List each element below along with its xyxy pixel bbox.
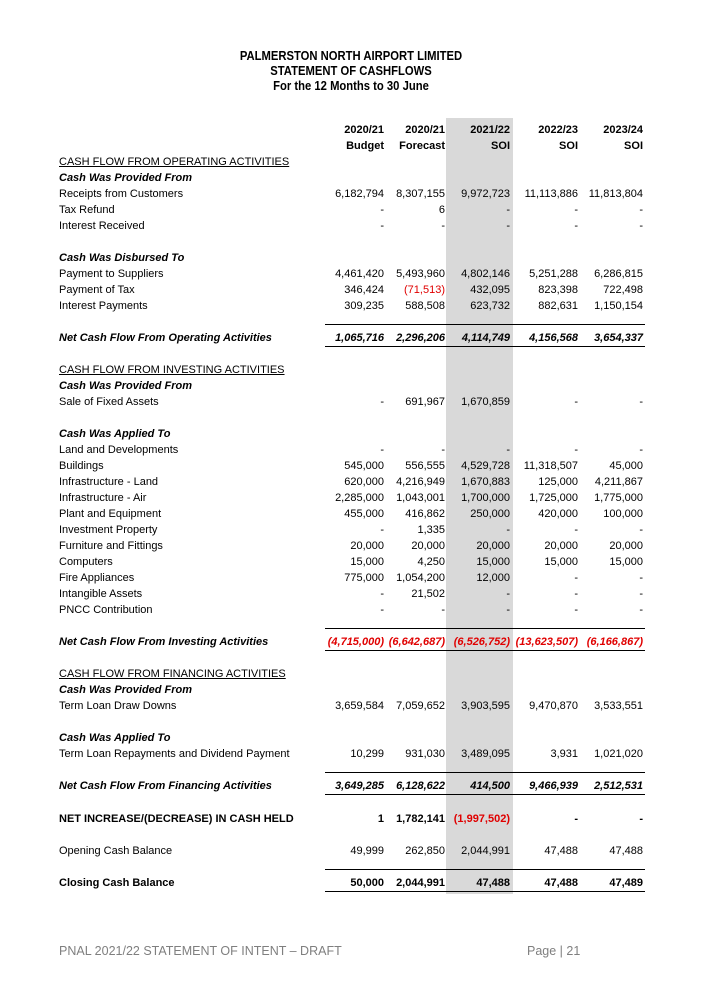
- table-row: [59, 570, 649, 586]
- cell: 4,211,867: [594, 476, 643, 488]
- cell: 11,318,507: [523, 460, 578, 472]
- table-row: [59, 282, 649, 298]
- row-label: Intangible Assets: [59, 588, 143, 600]
- cell: -: [574, 588, 578, 600]
- table-row: [59, 522, 649, 538]
- cell: -: [574, 444, 578, 456]
- table-row: [59, 458, 649, 474]
- cell: 47,488: [476, 877, 510, 889]
- statement-title-block: [35, 49, 667, 94]
- cell: 1,065,716: [335, 332, 384, 344]
- total-rule-bottom: [325, 650, 645, 651]
- cell: 2,512,531: [594, 780, 643, 792]
- row-label: Opening Cash Balance: [59, 845, 173, 857]
- column-year-header: [59, 122, 649, 138]
- section-investing: CASH FLOW FROM INVESTING ACTIVITIES: [59, 364, 285, 376]
- cell: 4,802,146: [461, 268, 510, 280]
- row-label: Buildings: [59, 460, 104, 472]
- cell: 2,044,991: [396, 877, 445, 889]
- col-type: SOI: [491, 140, 510, 152]
- table-row: [59, 442, 649, 458]
- cell: 4,250: [417, 556, 445, 568]
- cell: -: [639, 524, 643, 536]
- cell: 4,529,728: [461, 460, 510, 472]
- cell: 346,424: [344, 284, 384, 296]
- table-row: [59, 186, 649, 202]
- cell: -: [574, 204, 578, 216]
- cell: -: [639, 444, 643, 456]
- cell: 309,235: [344, 300, 384, 312]
- table-row: [59, 394, 649, 410]
- cell: 9,466,939: [529, 780, 578, 792]
- cell: (6,526,752): [453, 636, 510, 648]
- cell: 5,493,960: [396, 268, 445, 280]
- row-label: Term Loan Repayments and Dividend Payment: [59, 748, 290, 760]
- cell: 6,128,622: [396, 780, 445, 792]
- row-label: Term Loan Draw Downs: [59, 700, 177, 712]
- col-type: Budget: [346, 140, 384, 152]
- cell: 420,000: [538, 508, 578, 520]
- table-row: [59, 218, 649, 234]
- row-label: Closing Cash Balance: [59, 877, 175, 889]
- cell: 45,000: [609, 460, 643, 472]
- subhead-applied: Cash Was Applied To: [59, 732, 171, 744]
- cell: 414,500: [470, 780, 510, 792]
- table-row: [59, 698, 649, 714]
- cell: 4,461,420: [335, 268, 384, 280]
- cell: 6: [438, 204, 445, 216]
- cell: 1,782,141: [396, 813, 445, 825]
- cell: -: [574, 524, 578, 536]
- cell: 15,000: [476, 556, 510, 568]
- total-rule-bottom: [325, 891, 645, 892]
- subhead-disbursed: Cash Was Disbursed To: [59, 252, 185, 264]
- cell: -: [639, 588, 643, 600]
- cell: 2,044,991: [461, 845, 510, 857]
- subhead-provided: Cash Was Provided From: [59, 380, 193, 392]
- cell: 1,150,154: [594, 300, 643, 312]
- cell: -: [506, 220, 510, 232]
- cell: -: [506, 524, 510, 536]
- total-rule-top: [325, 869, 645, 870]
- cell: 432,095: [470, 284, 510, 296]
- cell: -: [574, 572, 578, 584]
- cell: 775,000: [344, 572, 384, 584]
- cell: 47,488: [609, 845, 643, 857]
- cell: 4,216,949: [396, 476, 445, 488]
- cell: 882,631: [538, 300, 578, 312]
- cell: -: [574, 604, 578, 616]
- cell: (71,513): [404, 284, 445, 296]
- section-financing: CASH FLOW FROM FINANCING ACTIVITIES: [59, 668, 286, 680]
- total-row-operating: [59, 330, 649, 346]
- column-type-header: [59, 138, 649, 154]
- cell: 20,000: [411, 540, 445, 552]
- cell: 20,000: [609, 540, 643, 552]
- cell: -: [506, 204, 510, 216]
- cell: 15,000: [609, 556, 643, 568]
- cell: 3,649,285: [335, 780, 384, 792]
- cell: 11,113,886: [524, 188, 578, 200]
- cell: 722,498: [603, 284, 643, 296]
- cell: -: [441, 220, 445, 232]
- row-label: Infrastructure - Land: [59, 476, 159, 488]
- col-year: 2023/24: [603, 124, 643, 136]
- cell: 10,299: [350, 748, 384, 760]
- table-row: [59, 554, 649, 570]
- row-label: Interest Received: [59, 220, 145, 232]
- cell: -: [639, 220, 643, 232]
- cell: 823,398: [538, 284, 578, 296]
- cell: 691,967: [405, 396, 445, 408]
- cell: -: [380, 444, 384, 456]
- cell: 1,335: [417, 524, 445, 536]
- opening-balance-row: [59, 843, 649, 859]
- cell: 21,502: [411, 588, 445, 600]
- row-label: Tax Refund: [59, 204, 115, 216]
- cell: -: [380, 604, 384, 616]
- cell: 3,931: [550, 748, 578, 760]
- statement-name: STATEMENT OF CASHFLOWS: [270, 64, 432, 78]
- cell: -: [380, 204, 384, 216]
- cell: 47,488: [544, 845, 578, 857]
- total-rule-bottom: [325, 346, 645, 347]
- cell: 455,000: [344, 508, 384, 520]
- cell: 47,488: [544, 877, 578, 889]
- subhead-applied: Cash Was Applied To: [59, 428, 171, 440]
- cell: -: [639, 572, 643, 584]
- cell: 125,000: [538, 476, 578, 488]
- closing-balance-row: [59, 875, 649, 891]
- cell: -: [574, 220, 578, 232]
- table-row: [59, 490, 649, 506]
- cell: 588,508: [405, 300, 445, 312]
- cell: 3,654,337: [594, 332, 643, 344]
- cell: 4,114,749: [461, 332, 510, 344]
- cell: 416,862: [405, 508, 445, 520]
- cell: 262,850: [405, 845, 445, 857]
- table-row: [59, 474, 649, 490]
- cell: 545,000: [344, 460, 384, 472]
- row-label: Net Cash Flow From Financing Activities: [59, 780, 272, 792]
- cell: -: [574, 396, 578, 408]
- net-increase-row: [59, 811, 649, 827]
- total-rule-top: [325, 628, 645, 629]
- cell: -: [639, 813, 643, 825]
- row-label: NET INCREASE/(DECREASE) IN CASH HELD: [59, 813, 294, 825]
- cell: 15,000: [350, 556, 384, 568]
- cell: 11,813,804: [588, 188, 643, 200]
- cell: 9,470,870: [529, 700, 578, 712]
- col-type: SOI: [559, 140, 578, 152]
- subhead-provided: Cash Was Provided From: [59, 172, 193, 184]
- statement-period: For the 12 Months to 30 June: [273, 79, 429, 93]
- cell: -: [380, 220, 384, 232]
- row-label: Infrastructure - Air: [59, 492, 147, 504]
- cell: -: [506, 444, 510, 456]
- table-row: [59, 586, 649, 602]
- cell: -: [380, 524, 384, 536]
- footer-page-number: Page | 21: [527, 944, 581, 958]
- row-label: Furniture and Fittings: [59, 540, 163, 552]
- row-label: Net Cash Flow From Operating Activities: [59, 332, 272, 344]
- row-label: Investment Property: [59, 524, 158, 536]
- cell: 100,000: [603, 508, 643, 520]
- table-row: [59, 202, 649, 218]
- row-label: Sale of Fixed Assets: [59, 396, 159, 408]
- cell: 20,000: [350, 540, 384, 552]
- cell: -: [441, 604, 445, 616]
- col-type: SOI: [624, 140, 643, 152]
- cell: 1,700,000: [461, 492, 510, 504]
- cell: 3,533,551: [594, 700, 643, 712]
- cell: -: [506, 588, 510, 600]
- cell: -: [380, 588, 384, 600]
- cell: 8,307,155: [396, 188, 445, 200]
- table-row: [59, 746, 649, 762]
- cell: (6,642,687): [388, 636, 445, 648]
- col-year: 2022/23: [538, 124, 578, 136]
- col-year: 2020/21: [405, 124, 445, 136]
- cell: 250,000: [470, 508, 510, 520]
- cell: 47,489: [609, 877, 643, 889]
- cell: 3,659,584: [335, 700, 384, 712]
- col-year: 2021/22: [470, 124, 510, 136]
- cell: 620,000: [344, 476, 384, 488]
- cell: 7,059,652: [396, 700, 445, 712]
- section-operating: CASH FLOW FROM OPERATING ACTIVITIES: [59, 156, 290, 168]
- cell: -: [639, 204, 643, 216]
- cell: 1,021,020: [594, 748, 643, 760]
- subhead-provided: Cash Was Provided From: [59, 684, 193, 696]
- cell: 20,000: [476, 540, 510, 552]
- cell: 2,285,000: [335, 492, 384, 504]
- row-label: Interest Payments: [59, 300, 148, 312]
- cell: 1,054,200: [396, 572, 445, 584]
- cell: (1,997,502): [453, 813, 510, 825]
- cell: 931,030: [405, 748, 445, 760]
- cell: 623,732: [470, 300, 510, 312]
- cell: 20,000: [544, 540, 578, 552]
- row-label: Net Cash Flow From Investing Activities: [59, 636, 269, 648]
- cell: 15,000: [544, 556, 578, 568]
- company-name: PALMERSTON NORTH AIRPORT LIMITED: [239, 49, 463, 63]
- cell: 1,043,001: [396, 492, 445, 504]
- cell: (13,623,507): [515, 636, 578, 648]
- row-label: Payment of Tax: [59, 284, 135, 296]
- cell: 3,903,595: [461, 700, 510, 712]
- cell: 1,670,859: [461, 396, 510, 408]
- table-row: [59, 538, 649, 554]
- cell: 49,999: [350, 845, 384, 857]
- row-label: Land and Developments: [59, 444, 179, 456]
- cell: -: [506, 604, 510, 616]
- total-row-investing: [59, 634, 649, 650]
- total-rule-top: [325, 324, 645, 325]
- cell: 50,000: [350, 877, 384, 889]
- cell: 6,182,794: [335, 188, 384, 200]
- cell: 6,286,815: [594, 268, 643, 280]
- cell: 1: [377, 813, 384, 825]
- cell: -: [441, 444, 445, 456]
- cell: 556,555: [405, 460, 445, 472]
- cell: -: [639, 396, 643, 408]
- table-row: [59, 266, 649, 282]
- cell: (4,715,000): [327, 636, 384, 648]
- cell: 1,725,000: [529, 492, 578, 504]
- total-rule-bottom: [325, 794, 645, 795]
- cell: 5,251,288: [529, 268, 578, 280]
- table-row: [59, 506, 649, 522]
- cell: 1,775,000: [594, 492, 643, 504]
- row-label: Payment to Suppliers: [59, 268, 164, 280]
- cell: 12,000: [476, 572, 510, 584]
- cell: 9,972,723: [461, 188, 510, 200]
- cell: 4,156,568: [529, 332, 578, 344]
- cell: (6,166,867): [586, 636, 643, 648]
- cell: 3,489,095: [461, 748, 510, 760]
- cell: 2,296,206: [396, 332, 445, 344]
- row-label: Computers: [59, 556, 113, 568]
- col-year: 2020/21: [344, 124, 384, 136]
- row-label: Receipts from Customers: [59, 188, 184, 200]
- table-row: [59, 298, 649, 314]
- row-label: Fire Appliances: [59, 572, 135, 584]
- cell: -: [574, 813, 578, 825]
- row-label: PNCC Contribution: [59, 604, 153, 616]
- table-row: [59, 602, 649, 618]
- footer-document-title: PNAL 2021/22 STATEMENT OF INTENT – DRAFT: [59, 944, 342, 958]
- col-type: Forecast: [399, 140, 445, 152]
- cell: 1,670,883: [461, 476, 510, 488]
- total-row-financing: [59, 778, 649, 794]
- total-rule-top: [325, 772, 645, 773]
- cell: -: [639, 604, 643, 616]
- row-label: Plant and Equipment: [59, 508, 162, 520]
- cell: -: [380, 396, 384, 408]
